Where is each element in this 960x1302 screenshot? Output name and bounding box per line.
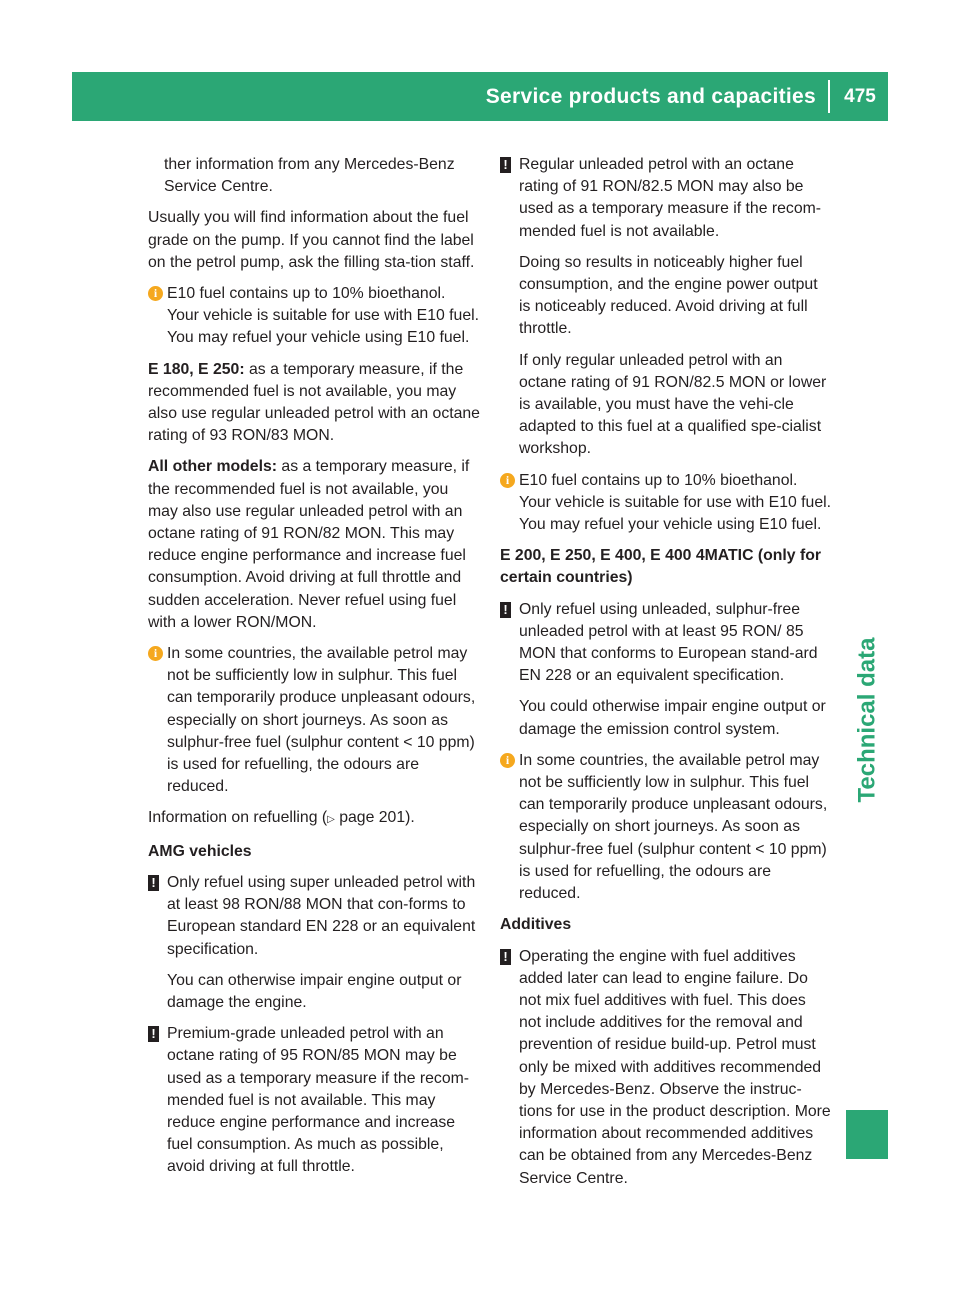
warning-text: Only refuel using super unleaded petrol with at least 98 RON/88 MON that con-forms to European standard EN 228 or an equivalent specification. (167, 873, 476, 958)
info-icon: i (500, 753, 515, 768)
chapter-tab-label: Technical data (853, 637, 881, 803)
warning-text: Regular unleaded petrol with an octane rating of 91 RON/82.5 MON may also be used as a temporary measure if the recom-mended fuel is not available. (519, 156, 822, 240)
warning-text: If only regular unleaded petrol with an octane rating of 91 RON/82.5 MON or lower is available, you must have the vehi-cle adapted to this fuel at a qualified spe-cialist workshop. (519, 351, 827, 458)
header-divider (828, 80, 830, 113)
info-text: E10 fuel contains up to 10% bioethanol. Your vehicle is suitable for use with E10 fuel. You may refuel your vehicle using E10 fuel. (519, 471, 832, 534)
info-icon: i (148, 286, 163, 301)
warning-note (500, 599, 832, 741)
info-text: In some countries, the available petrol may not be sufficiently low in sulphur. This fuel can temporarily produce unpleasant odours, especially on short journeys. As soon as sulphur-free fuel (sulphur content < 10 ppm) is used for refuelling, the odours are reduced. (519, 751, 828, 903)
warning-icon: ! (500, 949, 511, 965)
model-text: as a temporary measure, if the recommended fuel is not available, you may also use regular unleaded petrol with an octane rating of 93 RON/83 MON. (148, 360, 480, 445)
warning-icon: ! (148, 1026, 159, 1042)
info-note (148, 283, 480, 350)
warning-text: Operating the engine with fuel additives added later can lead to engine failure. Do not mix fuel additives with fuel. This does not include additives for the removal and prevention of residue build-up. Petrol must only be mixed with additives recommended by Mercedes-Benz. Observe the instruc-tions for use in the product description. More information about recommended additives can be obtained from any Mercedes-Benz Service Centre. (519, 947, 831, 1187)
warning-text: You could otherwise impair engine output or damage the emission control system. (519, 698, 826, 738)
page-header (72, 72, 888, 121)
info-note (500, 750, 832, 905)
warning-icon: ! (148, 875, 159, 891)
left-column (148, 154, 480, 1188)
info-icon: i (500, 473, 515, 488)
warning-icon: ! (500, 602, 511, 618)
warning-note (148, 872, 480, 1014)
section-heading: Additives (500, 916, 572, 934)
paragraph: Usually you will find information about the fuel grade on the pump. If you cannot find the label on the petrol pump, ask the filling sta-tion staff. (148, 209, 475, 271)
model-label: All other models: (148, 458, 278, 476)
model-label: E 180, E 250: (148, 360, 245, 378)
info-text: In some countries, the available petrol may not be sufficiently low in sulphur. This fuel can temporarily produce unpleasant odours, especially on short journeys. As soon as sulphur-free fuel (sulphur content < 10 ppm) is used for refuelling, the odours are reduced. (167, 645, 476, 796)
warning-note (500, 154, 832, 461)
chapter-tab (846, 620, 888, 820)
model-text: as a temporary measure, if the recommended fuel is not available, you may also use regular unleaded petrol with an octane rating of 91 RON/82 MON. This may reduce engine performance and increase fuel consumption. Avoid driving at full throttle and sudden acceleration. Never refuel using fuel with a lower RON/MON. (148, 458, 470, 631)
refuel-reference (148, 807, 480, 831)
paragraph: ther information from any Mercedes-Benz Service Centre. (164, 156, 455, 196)
warning-text: Premium-grade unleaded petrol with an octane rating of 95 RON/85 MON may be used as a temporary measure if the recom-mended fuel is not available. This may reduce engine performance and increase fuel consumption. As much as possible, avoid driving at full throttle. (167, 1025, 470, 1176)
chapter-marker (846, 1110, 888, 1159)
warning-note (148, 1023, 480, 1178)
paragraph (148, 359, 480, 448)
refuel-text: Information on refuelling ( (148, 809, 328, 827)
warning-text: You can otherwise impair engine output or damage the engine. (167, 971, 462, 1011)
section-title: Service products and capacities (485, 84, 816, 108)
info-note (148, 643, 480, 798)
right-column (500, 154, 832, 1199)
warning-text: Only refuel using unleaded, sulphur-free unleaded petrol with at least 95 RON/ 85 MON that conforms to European stand-ard EN 228 or an equivalent specification. (519, 600, 818, 685)
page-link[interactable]: page 201). (334, 809, 415, 827)
info-note (500, 470, 832, 537)
info-icon: i (148, 646, 163, 661)
paragraph (148, 456, 480, 634)
warning-note (500, 946, 832, 1190)
warning-icon: ! (500, 157, 511, 173)
page-link-arrow-icon: ▷ (327, 814, 335, 826)
page-number: 475 (844, 85, 876, 107)
warning-text: Doing so results in noticeably higher fuel consumption, and the engine power output is noticeably reduced. Avoid driving at full throttle. (519, 253, 818, 338)
section-heading: AMG vehicles (148, 842, 252, 860)
info-text: E10 fuel contains up to 10% bioethanol. Your vehicle is suitable for use with E10 fuel. You may refuel your vehicle using E10 fuel. (167, 285, 480, 347)
section-heading: E 200, E 250, E 400, E 400 4MATIC (only for certain countries) (500, 547, 822, 587)
